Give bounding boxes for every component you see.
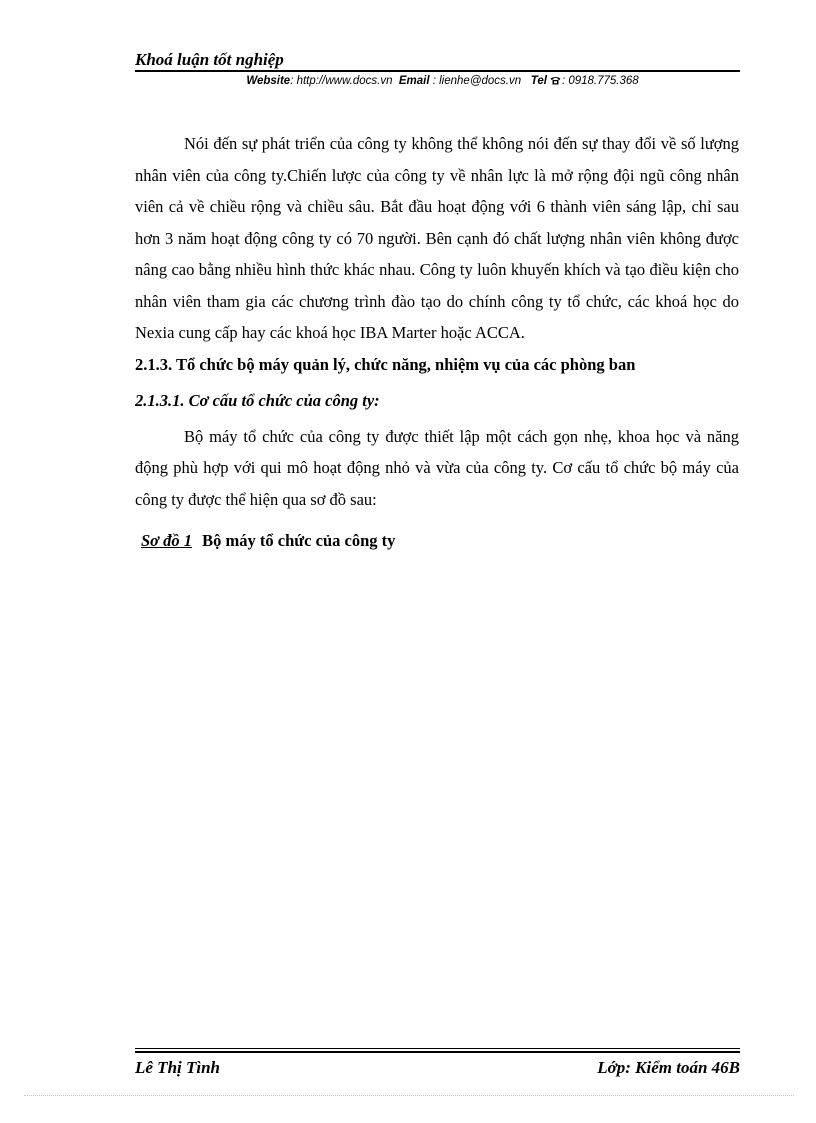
header-title: Khoá luận tốt nghiệp [135,50,740,72]
paragraph-org-structure: Bộ máy tổ chức của công ty được thiết lập một cách gọn nhẹ, khoa học và năng động phù hợp với qui mô hoạt động nhỏ và vừa của công ty. Cơ cấu tổ chức bộ máy của công ty được thể hiện qua sơ đồ sau: [135,426,739,509]
footer-row [135,1056,740,1080]
paragraph-staff-growth: Nói đến sự phát triển của công ty không thể không nói đến sự thay đổi về số lượng nhân viên của công ty.Chiến lược của công ty về nhân lực là mở rộng đội ngũ công nhân viên cả về chiều rộng và chiều sâu. Bắt đầu hoạt động với 6 thành viên sáng lập, chỉ sau hơn 3 năm hoạt động công ty có 70 người. Bên cạnh đó chất lượng nhân viên không được nâng cao bằng nhiều hình thức khác nhau. Công ty luôn khuyến khích và tạo điều kiện cho nhân viên tham gia các chương trình đào tạo do chính công ty tổ chức, các khoá học do Nexia cung cấp hay các khoá học IBA Marter hoặc ACCA. [135,134,739,342]
website-value: : http://www.docs.vn [290,75,393,87]
page-bottom-divider [24,1095,794,1096]
phone-icon [550,76,561,85]
section-heading: 2.1.3. Tổ chức bộ máy quản lý, chức năng, nhiệm vụ của các phòng ban [135,354,636,374]
page-footer [135,1048,740,1080]
subsection-heading: 2.1.3.1. Cơ cấu tổ chức của công ty: [135,390,380,410]
website-label: Website [246,75,291,87]
footer-class: Lớp: Kiểm toán 46B [597,1058,740,1077]
page-header [135,50,740,90]
footer-rule [135,1048,740,1053]
document-body [135,128,739,557]
figure-label: Sơ đồ 1 [141,531,193,550]
tel-label: Tel [530,75,547,87]
footer-author: Lê Thị Tình [135,1058,221,1077]
tel-value: : 0918.775.368 [561,75,639,87]
figure-caption [141,525,739,557]
figure-title: Bộ máy tổ chức của công ty [202,531,396,550]
email-value: : lienhe@docs.vn [429,75,522,87]
email-label: Email [398,75,430,87]
header-contact-line [145,72,740,90]
